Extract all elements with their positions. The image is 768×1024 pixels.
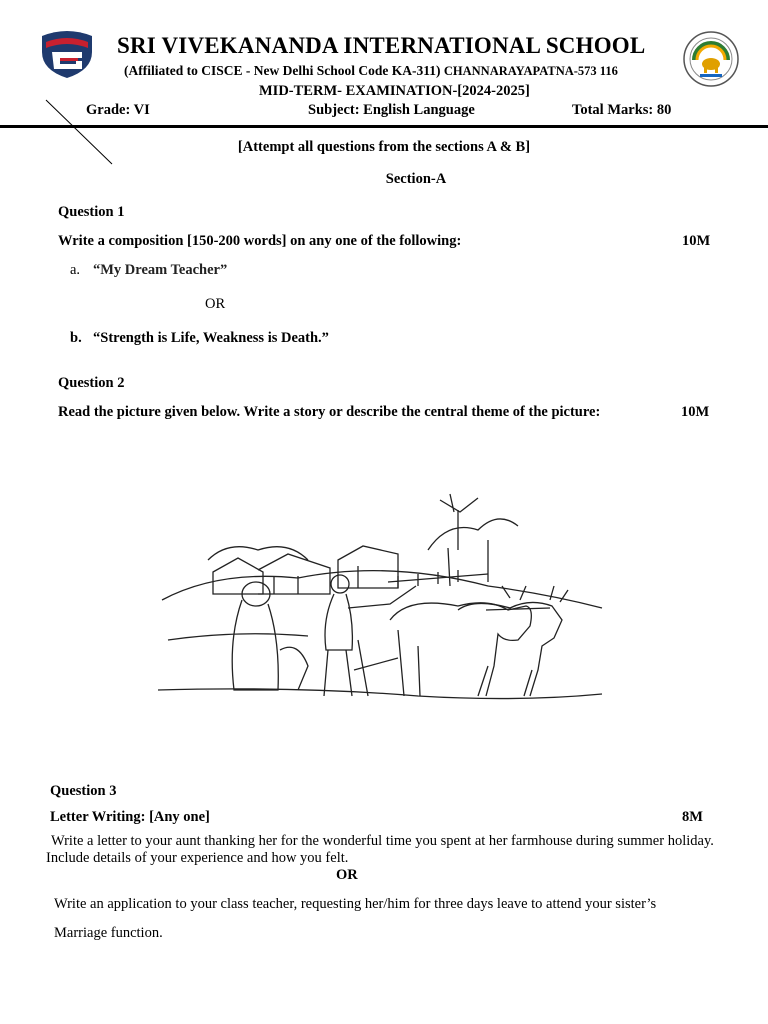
option-b-marker: b.: [70, 330, 82, 346]
section-title: Section-A: [385, 171, 447, 187]
question-1-title: Question 1: [58, 204, 125, 220]
school-logo: [38, 28, 96, 80]
instruction: [Attempt all questions from the sections A & B]: [237, 139, 531, 155]
school-name: SRI VIVEKANANDA INTERNATIONAL SCHOOL: [117, 33, 646, 58]
question-2-prompt: Read the picture given below. Write a story or describe the central theme of the picture:: [58, 404, 601, 420]
letter-option-2-line-2: Marriage function.: [54, 925, 163, 941]
question-2-marks: 10M: [681, 404, 710, 420]
or-divider-q1: OR: [205, 296, 226, 312]
question-2-title: Question 2: [58, 375, 125, 391]
option-b-text: “Strength is Life, Weakness is Death.”: [93, 330, 329, 346]
question-3-prompt: Letter Writing: [Any one]: [50, 809, 210, 825]
total-marks-label: Total Marks: 80: [572, 102, 672, 118]
exam-title: MID-TERM- EXAMINATION-[2024-2025]: [259, 83, 530, 99]
or-divider-q3: OR: [336, 867, 358, 883]
school-location: CHANNARAYAPATNA-573 116: [443, 64, 618, 78]
ploughing-illustration: [158, 490, 604, 716]
question-3-title: Question 3: [50, 783, 117, 799]
grade-label: Grade: VI: [86, 102, 150, 118]
subject-label: Subject: English Language: [308, 102, 475, 118]
school-emblem: [682, 30, 740, 88]
affiliation-line: [124, 63, 618, 79]
header-rule: [0, 125, 768, 128]
question-1-marks: 10M: [682, 233, 711, 249]
affiliation-text: (Affiliated to CISCE - New Delhi School Code KA-311): [124, 63, 441, 78]
option-a-marker: a.: [70, 262, 81, 278]
letter-option-2-line-1: Write an application to your class teacher, requesting her/him for three days leave to attend your sister’s: [54, 896, 657, 912]
question-3-marks: 8M: [682, 809, 703, 825]
letter-option-1: Write a letter to your aunt thanking her for the wonderful time you spent at her farmhouse during summer holiday. Include details of your experience and how you felt.: [46, 833, 714, 866]
option-a-text: “My Dream Teacher”: [93, 262, 228, 278]
question-1-prompt: Write a composition [150-200 words] on any one of the following:: [58, 233, 462, 249]
